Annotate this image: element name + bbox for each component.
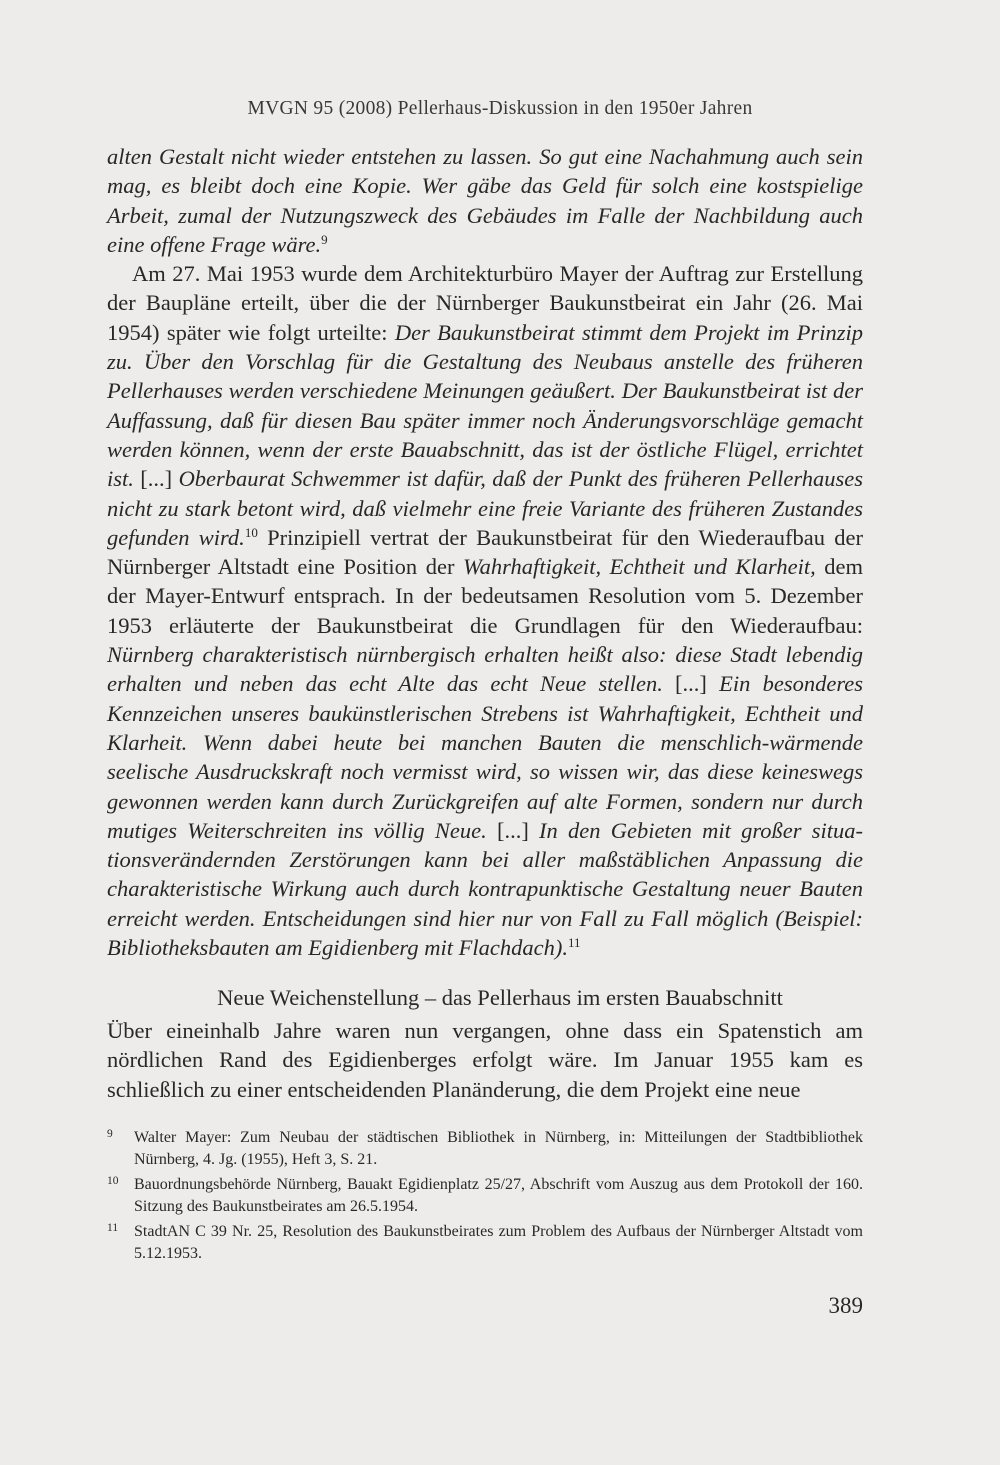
italic-quote: Nürnberg charakteristisch nürnbergisch erhalten heißt also: diese Stadt lebendig erhalten und neben das echt Alte das echt Neue stellen. (107, 642, 863, 697)
running-header: MVGN 95 (2008) Pellerhaus-Diskussion in den 1950er Jahren (247, 98, 753, 119)
footnote-text: Walter Mayer: Zum Neubau der städtischen Bibliothek in Nürnberg, in: Mitteilungen der Stadtbibliothek Nürnberg, 4. Jg. (1955), Heft 3, S. 21. (134, 1129, 863, 1168)
page-number: 389 (828, 1293, 863, 1318)
text-run: Prinzipiell vertrat der Baukunstbeirat für den Wiederaufbau der Nürnberger Altstadt eine Position der (107, 524, 863, 580)
footnote-ref-9[interactable]: 9 (321, 231, 328, 247)
footnote-text: Bauordnungsbehörde Nürnberg, Bauakt Egidienplatz 25/27, Abschrift vom Auszug aus dem Protokoll der 160. Sitzung des Baukunstbeirates am 26.5.1954. (134, 1176, 863, 1215)
footnote-9 (107, 1127, 863, 1170)
text-run: Am 27. Mai 1953 wurde dem Architekturbüro Mayer der Auftrag zur Erstellung der Baupläne erteilt, über die der Nürnberger Baukunstbeirat ein Jahr (26. Mai 1954) später wie folgt urteilte: (107, 261, 863, 345)
italic-quote: Der Baukunstbeirat stimmt dem Projekt im Prinzip zu. Über den Vorschlag für die Gestaltung des Neubaus anstelle des früheren Pellerhauses werden verschiedene Meinungen geäußert. Der Baukunstbeirat ist der Auffassung, daß für diesen Bau später immer noch Änderungsvorschläge gemacht werden können, wenn der erste Bauabschnitt, das ist der östliche Flügel, errichtet ist. (107, 319, 863, 492)
section-text (107, 1016, 863, 1104)
italic-quote: In den Gebieten mit großer situationsverändernden Zerstörungen kann bei aller maßstäblichen Anpassung die charakteristische Wirkung auch durch kontrapunktische Gestaltung neuer Bauten erreicht werden. Entscheidungen sind hier nur von Fall zu Fall möglich (Beispiel: Bibliotheksbauten am Egidienberg mit Flachdach). (107, 817, 863, 961)
ellipsis: [...] (662, 671, 720, 697)
italic-term: Wahrhaftigkeit, Echtheit und Klarheit, (463, 554, 816, 580)
footnote-number: 9 (107, 1128, 113, 1140)
section-paragraph: Über eineinhalb Jahre waren nun vergangen, ohne dass ein Spatenstich am nördlichen Rand des Egidienberges erfolgt wäre. Im Januar 1955 kam es schließlich zu einer entscheidenden Planänderung, die dem Projekt eine neue (107, 1018, 863, 1102)
section-heading: Neue Weichenstellung – das Pellerhaus im ersten Bauabschnitt (217, 985, 783, 1010)
footnote-number: 11 (107, 1222, 119, 1234)
paragraph-quote-continuation (107, 142, 863, 259)
italic-quote: Oberbaurat Schwemmer ist dafür, daß der Punkt des früheren Pellerhauses nicht zu stark betont wird, daß vielmehr eine freie Variante des früheren Zustandes gefunden wird. (107, 466, 863, 550)
text-run: dem der Mayer-Entwurf entsprach. In der bedeutsamen Resolution vom 5. Dezember 1953 erläuterte der Baukunstbeirat die Grundlagen für den Wiederaufbau: (107, 554, 863, 638)
ellipsis: [...] (486, 817, 540, 843)
footnote-number: 10 (107, 1175, 119, 1187)
italic-quote: Ein besonderes Kennzeichen unseres baukünstlerischen Strebens ist Wahrhaftigkeit, Echtheit und Klarheit. Wenn dabei heute bei manchen Bauten die menschlich-wärmende seelische Ausdruckskraft noch vermisst wird, so wissen wir, das diese keineswegs gewonnen werden kann durch Zurückgreifen auf alte Formen, sondern nur durch mutiges Weiterschreiten ins völlig Neue. (107, 671, 863, 843)
footnote-ref-11[interactable]: 11 (567, 935, 581, 951)
footnote-ref-10[interactable]: 10 (244, 524, 258, 540)
footnote-text: StadtAN C 39 Nr. 25, Resolution des Baukunstbeirates zum Problem des Aufbaus der Nürnberger Altstadt vom 5.12.1953. (134, 1223, 863, 1262)
footnote-11 (107, 1221, 863, 1264)
ellipsis: [...] (133, 466, 179, 492)
footnote-10 (107, 1174, 863, 1217)
paragraph-main (107, 259, 863, 962)
body-text (107, 142, 863, 962)
italic-quote: alten Gestalt nicht wieder entstehen zu lassen. So gut eine Nachahmung auch sein mag, es bleibt doch eine Kopie. Wer gäbe das Geld für solch eine kostspielige Arbeit, zumal der Nutzungszweck des Gebäudes im Falle der Nachbildung auch eine offene Frage wäre. (107, 144, 863, 257)
footnotes (107, 1127, 863, 1268)
